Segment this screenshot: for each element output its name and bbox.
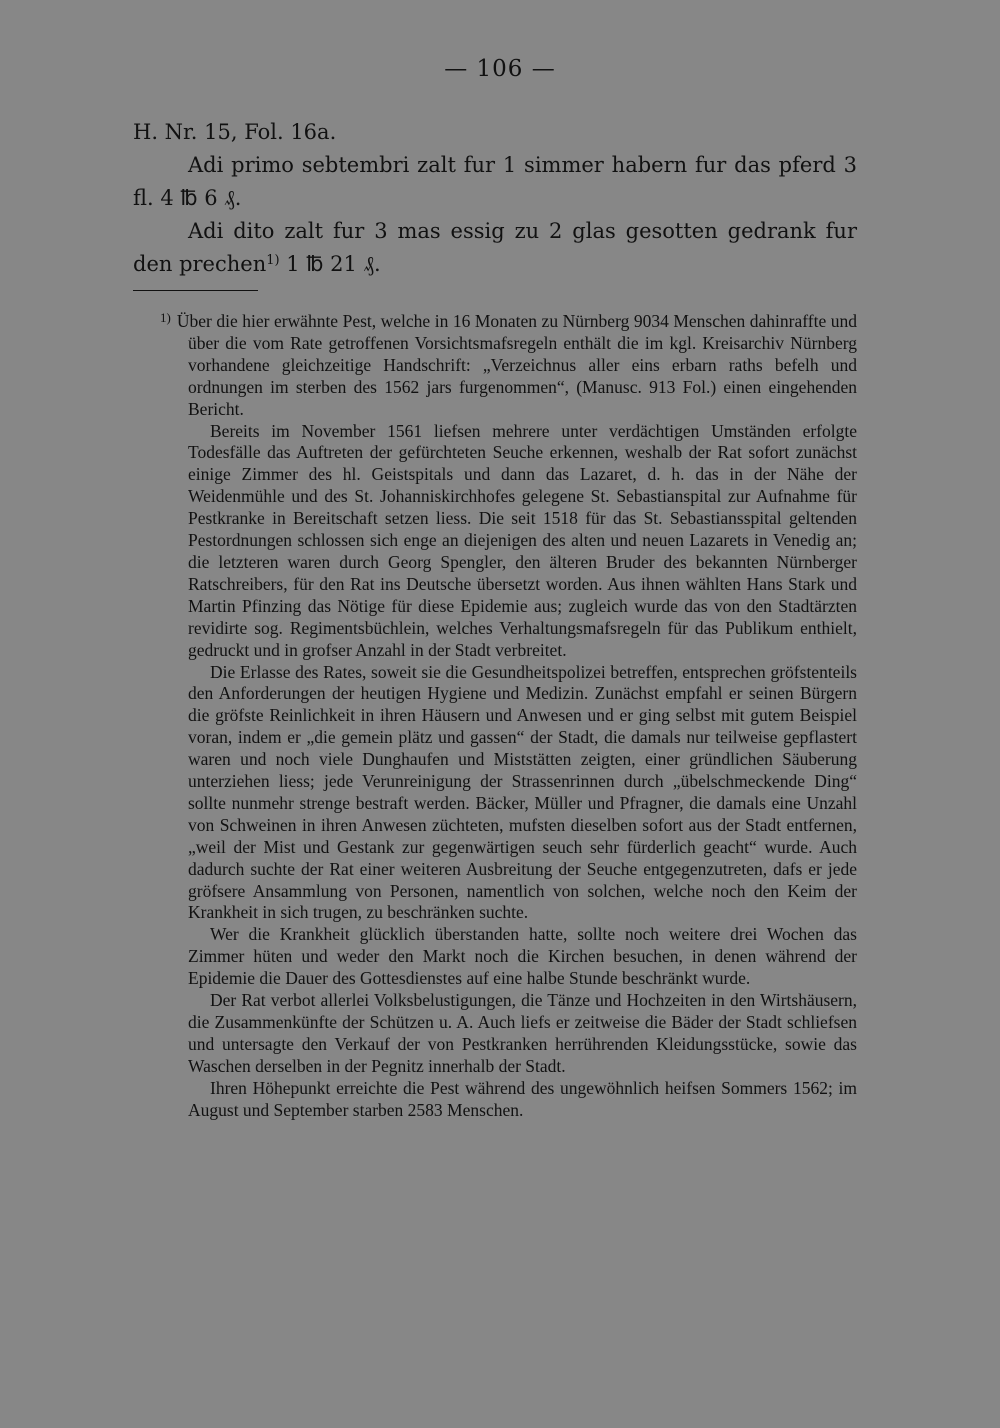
footnote-paragraph: [160, 307, 857, 421]
entry-line-vinegar-amount: 1 ℔ 21 ₰.: [279, 252, 381, 276]
footnote-paragraph-text: Über die hier erwähnte Pest, welche in 16 Monaten zu Nürnberg 9034 Menschen dahinraffte und über die vom Rate getroffenen Vorsichtsmafsregeln enthält die im kgl. Kreisarchiv Nürnberg vorhandene gleichzeitige Handschrift: „Verzeichnus aller eins erbarn raths befelh und ordnungen im sterben des 1562 jars furgenommen“, (Manusc. 913 Fol.) einen eingehenden Bericht.: [176, 311, 857, 419]
footnote: [160, 307, 857, 1122]
footnote-reference: 1): [266, 253, 280, 268]
footnote-paragraph: Wer die Krankheit glücklich überstanden hatte, sollte noch weitere drei Wochen das Zimmer hüten und weder den Markt noch die Kirchen besuchen, in denen während der Epidemie die Dauer des Gottesdienstes auf eine halbe Stunde beschränkt wurde.: [188, 924, 857, 989]
footnote-paragraph: Ihren Höhepunkt erreichte die Pest während des ungewöhnlich heifsen Sommers 1562; im August und September starben 2583 Menschen.: [188, 1077, 857, 1120]
account-entry: [133, 116, 857, 281]
footnote-marker: 1): [160, 310, 171, 325]
footnote-paragraph: Bereits im November 1561 liefsen mehrere unter verdächtigen Umständen erfolgte Todesfälle das Auftreten der gefürchteten Seuche erkennen, weshalb der Rat sofort zunächst einige Zimmer des hl. Geistspitals und dann das Lazaret, d. h. das in der Nähe der Weidenmühle und des St. Johanniskirchhofes gelegene St. Sebastianspital zur Aufnahme für Pestkranke in Bereitschaft setzen liess. Die seit 1518 für das St. Sebastiansspital geltenden Pestordnungen schlossen sich enge an diejenigen des alten und neuen Lazarets in Venedig an; die letzteren waren durch Georg Spengler, den älteren Bruder des bekannten Nürnberger Ratschreibers, für den Rat ins Deutsche übersetzt worden. Aus ihnen wählten Hans Stark und Martin Pfinzing das Nötige für diese Epidemie aus; zugleich wurde das von den Stadtärzten revidirte sog. Regimentsbüchlein, welches Verhaltungsmafsregeln für das Publikum enthielt, gedruckt und in grofser Anzahl in der Stadt verbreitet.: [188, 420, 857, 660]
entry-heading: H. Nr. 15, Fol. 16a.: [133, 120, 337, 144]
entry-line-vinegar: [133, 215, 857, 281]
page-number: — 106 —: [444, 56, 556, 82]
entry-line-vinegar-text: Adi dito zalt fur 3 mas essig zu 2 glas gesotten gedrank fur den prechen: [133, 219, 857, 276]
entry-line-horse-oats: Adi primo sebtembri zalt fur 1 simmer habern fur das pferd 3 fl. 4 ℔ 6 ₰.: [133, 153, 857, 210]
footnote-paragraph: Der Rat verbot allerlei Volksbelustigungen, die Tänze und Hochzeiten in den Wirtshäusern, die Zusammenkünfte der Schützen u. A. Auch liefs er zeitweise die Bäder der Stadt schliefsen und untersagte den Verkauf der von Pestkranken herrührenden Kleidungsstücke, sowie das Waschen derselben in der Pegnitz innerhalb der Stadt.: [188, 990, 857, 1076]
footnote-paragraph: Die Erlasse des Rates, soweit sie die Gesundheitspolizei betreffen, entsprechen gröfstenteils den Anforderungen der heutigen Hygiene und Medizin. Zunächst empfahl er seinen Bürgern die gröfste Reinlichkeit in ihren Häusern und Anwesen und er ging selbst mit gutem Beispiel voran, indem er „die gemein plätz und gassen“ der Stadt, die damals nur teilweise gepflastert waren und noch viele Dunghaufen und Miststätten zeigten, einer gründlichen Säuberung unterziehen liess; jede Verunreinigung der Strassenrinnen durch „übelschmeckende Ding“ sollte nunmehr strenge bestraft werden. Bäcker, Müller und Pfragner, die damals eine Unzahl von Schweinen in ihren Anwesen züchteten, mufsten dieselben sofort aus der Stadt entfernen, „weil der Mist und Gestank zur gegenwärtigen seuch sehr fürderlich geacht“ wurde. Auch dadurch suchte der Rat einer weiteren Ausbreitung der Seuche entgegenzutreten, dafs er jede gröfsere Ansammlung von Personen, namentlich von solchen, welche noch den Keim der Krankheit in sich trugen, zu beschränken suchte.: [188, 661, 857, 923]
footnote-separator: [133, 290, 258, 291]
